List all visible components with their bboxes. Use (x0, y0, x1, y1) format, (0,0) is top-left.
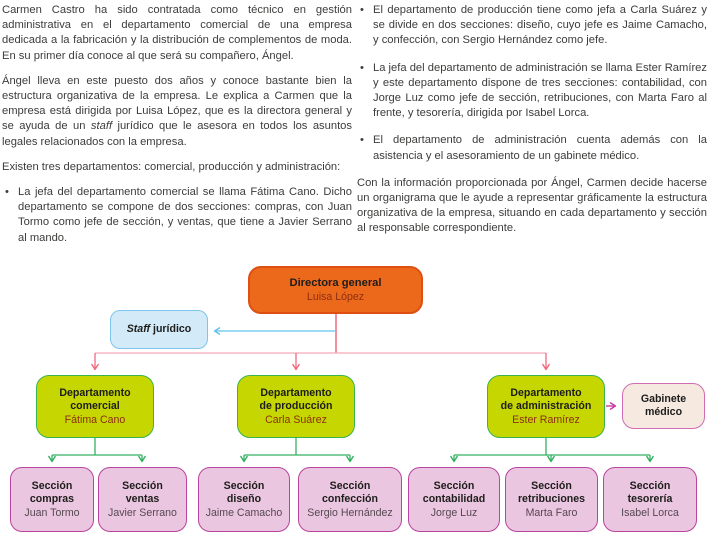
list-item-text: El departamento de producción tiene como jefa a Carla Suárez y se divide en dos secciones: diseño, cuyo jefe es Jaime Camacho, y confección, con Sergio Hernández como jefe. (373, 4, 707, 47)
bullet-marker: • (360, 134, 364, 147)
section-head-name: Javier Serrano (108, 506, 177, 519)
section-title: Sección ventas (122, 479, 163, 505)
director-title: Directora general (289, 276, 382, 289)
paragraph-departments-list: Existen tres departamentos: comercial, producción y administración: (2, 160, 341, 173)
org-node-seccion-compras (10, 467, 94, 532)
bullet-marker: • (360, 4, 364, 16)
org-node-seccion-ventas (98, 467, 187, 532)
org-node-staff-juridico (110, 310, 208, 349)
org-node-dept-comercial (36, 375, 154, 438)
section-head-name: Jaime Camacho (205, 506, 283, 519)
connector-comercial-to-sections (52, 438, 142, 461)
paragraph-angel-text-end: jurídico que le asesora en todos los asuntos legales relacionados con la empresa. (2, 120, 353, 148)
list-item-text: El departamento de administración cuenta además con la asistencia y el asesoramiento de un gabinete médico. (373, 134, 707, 162)
dept-title: Departamento de administración (500, 386, 592, 412)
section-head-name: Sergio Hernández (307, 506, 393, 519)
org-node-director (248, 266, 423, 314)
paragraph-angel-text: Ángel lleva en este puesto dos años y conoce bastante bien la estructura organizativa de la empresa. Le explica a Carmen que la empresa está dirigida por Luisa López, que es la directora general y se ayuda de un (2, 74, 352, 133)
org-node-seccion-tesoreria (603, 467, 697, 532)
org-node-seccion-diseno (198, 467, 290, 532)
section-title: Sección diseño (223, 479, 265, 505)
section-title: Sección tesorería (627, 479, 673, 505)
list-item-text: La jefa del departamento comercial se llama Fátima Cano. Dicho departamento se compone de dos secciones: compras, con Juan Tormo como jefe de sección, y ventas, que tiene a Javier Serrano al mando. (18, 186, 352, 244)
org-node-gabinete-medico (622, 383, 705, 429)
section-title: Sección confección (322, 479, 378, 505)
dept-head-name: Carla Suárez (265, 413, 327, 426)
section-head-name: Marta Faro (525, 506, 578, 519)
section-title: Sección retribuciones (517, 479, 586, 505)
list-item-text: La jefa del departamento de administración se llama Ester Ramírez y este departamento dispone de tres secciones: contabilidad, con Jorge Luz como jefe de sección, retribuciones, con Marta Faro al frente, y tesorería, dirigida por Isabel Lorca. (373, 61, 707, 120)
bullet-marker: • (5, 186, 9, 199)
org-node-dept-produccion (237, 375, 355, 438)
connector-produccion-to-sections (244, 438, 350, 461)
section-title: Sección contabilidad (422, 479, 486, 505)
section-head-name: Juan Tormo (24, 506, 80, 519)
italic-word-staff: staff (90, 120, 113, 133)
org-node-seccion-confeccion (298, 467, 402, 532)
org-node-dept-administracion (487, 375, 605, 438)
paragraph-conclusion: Con la información proporcionada por Ángel, Carmen decide hacerse un organigrama que le ayude a representar gráficamente la estructura organizativa de la empresa, situando en cada departamento y sección al responsable correspondiente. (357, 176, 707, 235)
dept-head-name: Fátima Cano (64, 413, 126, 426)
connector-administracion-to-sections (454, 438, 650, 461)
section-head-name: Isabel Lorca (621, 506, 679, 519)
director-name: Luisa López (306, 290, 365, 303)
staff-label (127, 323, 192, 336)
dept-title: Departamento comercial (59, 386, 131, 412)
staff-label-italic: Staff (126, 323, 151, 335)
dept-head-name: Ester Ramírez (512, 413, 580, 426)
bullet-marker: • (360, 61, 364, 74)
section-head-name: Jorge Luz (430, 506, 478, 519)
paragraph-intro: Carmen Castro ha sido contratada como técnico en gestión administrativa en el departamento comercial de una empresa dedicada a la fabricación y la distribución de complementos de moda. En su primer día conoce al que será su compañero, Ángel. (2, 4, 352, 62)
section-title: Sección compras (29, 479, 75, 505)
gabinete-title: Gabinete médico (640, 393, 687, 418)
org-node-seccion-contabilidad (408, 467, 500, 532)
staff-label-regular: jurídico (153, 323, 192, 335)
dept-title: Departamento de producción (259, 386, 333, 412)
org-node-seccion-retribuciones (505, 467, 598, 532)
